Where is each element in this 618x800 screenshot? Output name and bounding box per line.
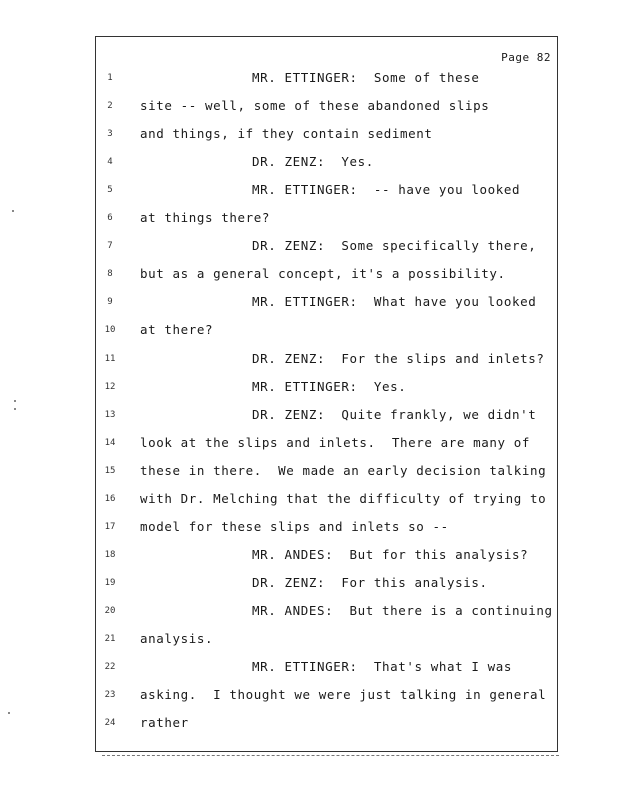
transcript-line	[0, 292, 618, 312]
transcript-line	[0, 545, 618, 565]
transcript-line	[0, 573, 618, 593]
line-text: MR. ETTINGER: -- have you looked	[252, 182, 521, 198]
line-number: 6	[107, 213, 113, 224]
line-number: 4	[107, 157, 113, 168]
transcript-line	[0, 461, 618, 481]
transcript-line	[0, 180, 618, 200]
line-number: 13	[104, 409, 116, 420]
line-number: 11	[104, 353, 116, 364]
transcript-line	[0, 405, 618, 425]
transcript-line	[0, 377, 618, 397]
line-text: DR. ZENZ: Yes.	[252, 154, 374, 170]
scan-speck	[12, 210, 14, 212]
line-number: 23	[104, 690, 116, 701]
transcript-line	[0, 713, 618, 733]
scan-speck	[14, 408, 16, 410]
line-text: analysis.	[140, 631, 214, 646]
transcript-line	[0, 489, 618, 509]
transcript-line	[0, 601, 618, 621]
line-number: 14	[104, 437, 116, 448]
transcript-line	[0, 152, 618, 172]
line-number: 12	[104, 381, 116, 392]
line-text: at things there?	[140, 210, 271, 226]
transcript-line	[0, 685, 618, 705]
line-text: MR. ETTINGER: Yes.	[252, 378, 407, 394]
line-text: MR. ETTINGER: Some of these	[252, 70, 480, 85]
line-text: DR. ZENZ: For the slips and inlets?	[252, 350, 545, 366]
line-text: and things, if they contain sediment	[140, 126, 433, 142]
page-number: Page 82	[501, 51, 551, 64]
line-number: 3	[107, 129, 113, 140]
line-text: with Dr. Melching that the difficulty of trying to	[140, 490, 547, 506]
line-number: 9	[107, 297, 113, 308]
line-number: 22	[104, 662, 116, 673]
line-number: 19	[104, 577, 116, 588]
transcript-line	[0, 68, 618, 88]
line-number: 1	[107, 73, 113, 83]
line-number: 20	[104, 605, 116, 616]
line-text: look at the slips and inlets. There are many of	[140, 434, 531, 450]
line-number: 7	[107, 241, 113, 252]
transcript-line	[0, 96, 618, 116]
line-number: 5	[107, 185, 113, 196]
line-text: model for these slips and inlets so --	[140, 518, 449, 534]
line-text: MR. ETTINGER: That's what I was	[252, 659, 513, 675]
scan-speck	[14, 400, 16, 402]
line-number: 21	[104, 634, 116, 644]
line-number: 18	[104, 549, 116, 560]
line-number: 24	[104, 718, 116, 729]
transcript-line	[0, 264, 618, 284]
transcript-line	[0, 349, 618, 369]
line-text: asking. I thought we were just talking in general	[140, 687, 547, 703]
transcript-line	[0, 517, 618, 537]
line-text: at there?	[140, 322, 214, 338]
line-number: 8	[107, 269, 113, 280]
line-text: site -- well, some of these abandoned slips	[140, 98, 490, 114]
line-text: DR. ZENZ: For this analysis.	[252, 574, 488, 590]
line-text: DR. ZENZ: Quite frankly, we didn't	[252, 406, 537, 422]
line-text: but as a general concept, it's a possibility.	[140, 266, 506, 282]
transcript-line	[0, 236, 618, 256]
transcript-line	[0, 208, 618, 228]
line-number: 16	[104, 493, 116, 504]
line-text: these in there. We made an early decision talking	[140, 462, 547, 478]
line-text: rather	[140, 715, 189, 731]
line-number: 2	[107, 101, 113, 112]
line-text: MR. ETTINGER: What have you looked	[252, 294, 537, 310]
transcript-line	[0, 124, 618, 144]
transcript-line	[0, 433, 618, 453]
transcript-line	[0, 657, 618, 677]
line-number: 15	[104, 465, 116, 476]
line-text: DR. ZENZ: Some specifically there,	[252, 238, 537, 254]
line-text: MR. ANDES: But for this analysis?	[252, 546, 529, 562]
scan-speck	[8, 712, 10, 714]
line-number: 17	[104, 521, 116, 532]
transcript-line	[0, 629, 618, 649]
line-text: MR. ANDES: But there is a continuing	[252, 602, 553, 618]
transcript-line	[0, 320, 618, 340]
line-number: 10	[104, 325, 116, 336]
